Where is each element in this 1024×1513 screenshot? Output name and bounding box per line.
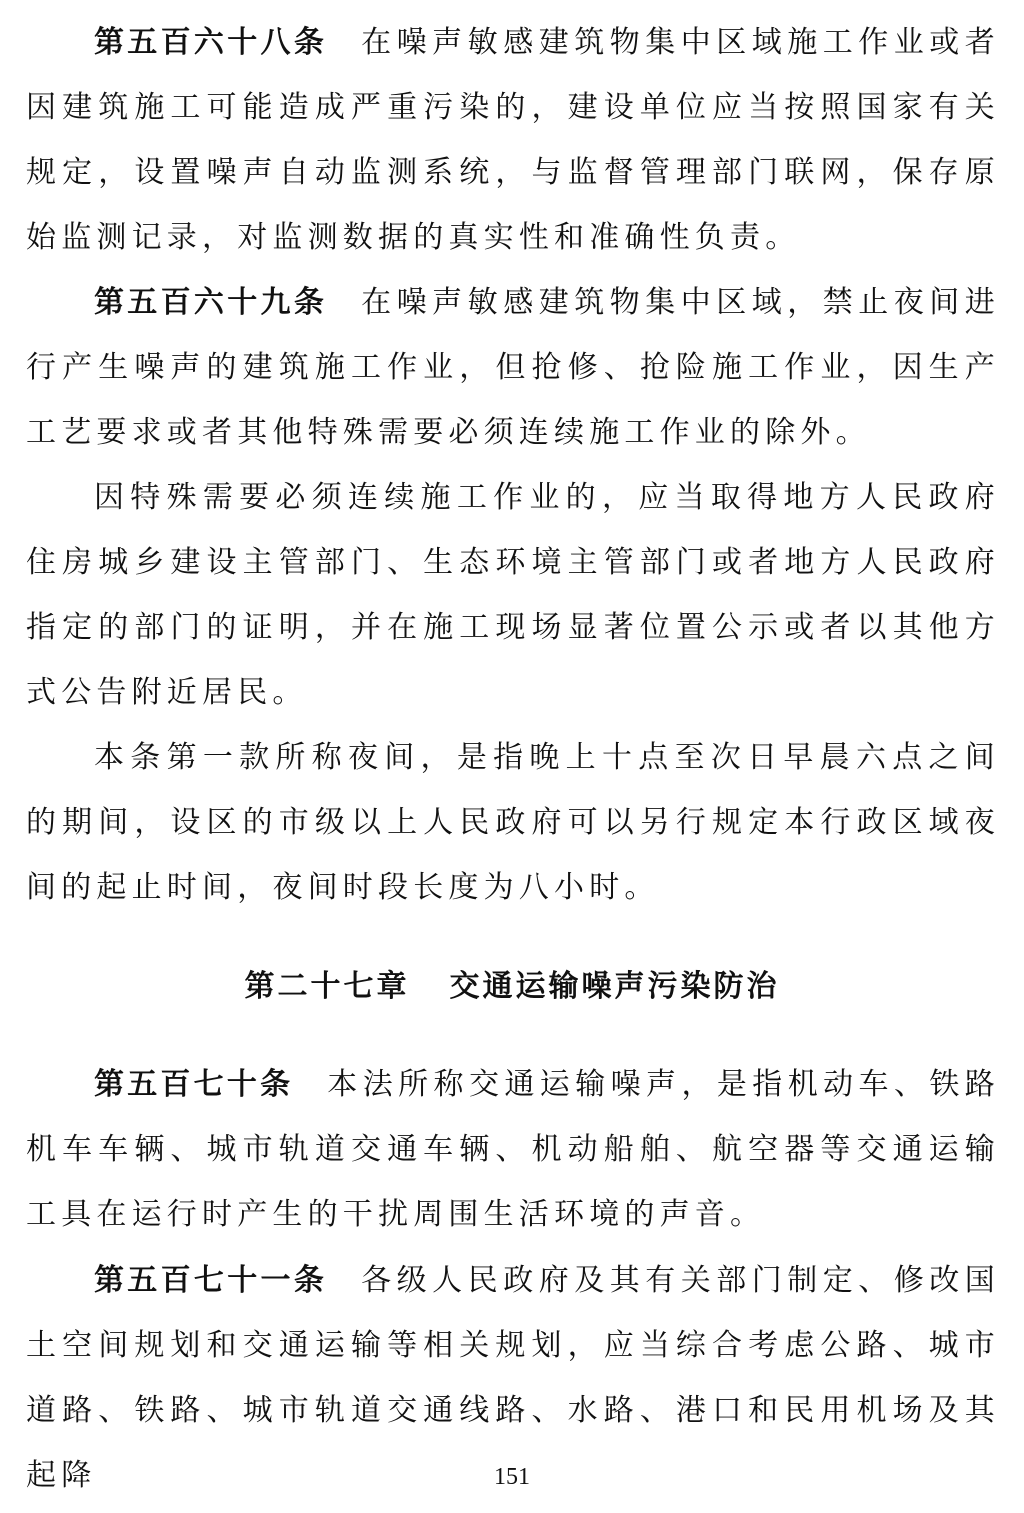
article-569-paragraph-3: 本条第一款所称夜间，是指晚上十点至次日早晨六点之间的期间，设区的市级以上人民政府可以另行规定本行政区域夜间的起止时间，夜间时段长度为八小时。 [26, 740, 1000, 905]
chapter-heading [0, 962, 1024, 1012]
article-text: 各级人民政府及其有关部门制定、修改国土空间规划和交通运输等相关规划，应当综合考虑公路、城市道路、铁路、城市轨道交通线路、水路、港口和民用机场及其起降 [26, 1263, 1000, 1493]
chapter-number: 第二十七章 [244, 969, 410, 1004]
chapter-title: 交通运输噪声污染防治 [449, 969, 780, 1004]
article-text: 在噪声敏感建筑物集中区域，禁止夜间进行产生噪声的建筑施工作业，但抢修、抢险施工作业，因生产工艺要求或者其他特殊需要必须连续施工作业的除外。 [26, 285, 1000, 450]
article-number: 第五百六十九条 [94, 285, 328, 320]
article-568 [26, 10, 1000, 270]
article-number: 第五百七十一条 [94, 1263, 328, 1298]
article-text: 本法所称交通运输噪声，是指机动车、铁路机车车辆、城市轨道交通车辆、机动船舶、航空器等交通运输工具在运行时产生的干扰周围生活环境的声音。 [26, 1067, 1000, 1232]
article-569-paragraph-2: 因特殊需要必须连续施工作业的，应当取得地方人民政府住房城乡建设主管部门、生态环境主管部门或者地方人民政府指定的部门的证明，并在施工现场显著位置公示或者以其他方式公告附近居民。 [26, 480, 1000, 710]
article-number: 第五百七十条 [94, 1067, 294, 1102]
page-number: 151 [494, 1464, 530, 1490]
article-number: 第五百六十八条 [94, 25, 328, 60]
article-text: 在噪声敏感建筑物集中区域施工作业或者因建筑施工可能造成严重污染的，建设单位应当按照国家有关规定，设置噪声自动监测系统，与监督管理部门联网，保存原始监测记录，对监测数据的真实性和准确性负责。 [26, 25, 1000, 255]
article-570 [26, 1052, 1000, 1247]
article-569 [26, 270, 1000, 465]
